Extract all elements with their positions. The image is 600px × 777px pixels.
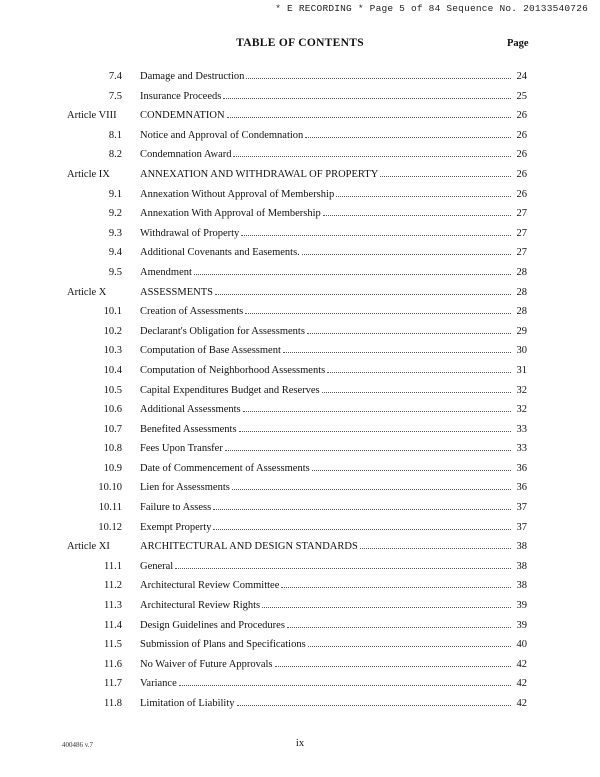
toc-entry (140, 365, 527, 377)
toc-entry-title: Lien for Assessments (140, 482, 230, 494)
toc-article-label: Article IX (67, 168, 110, 180)
toc-entry-page: 37 (516, 502, 527, 514)
dot-leader (179, 684, 511, 686)
dot-leader (307, 332, 511, 334)
toc-entry-title: Notice and Approval of Condemnation (140, 129, 304, 141)
dot-leader (215, 293, 511, 295)
toc-row (0, 130, 600, 150)
toc-entry-page: 36 (516, 482, 527, 494)
toc-entry-page: 27 (516, 247, 527, 259)
toc-row (0, 463, 600, 483)
toc-entry (140, 228, 527, 240)
toc-section-number: 11.2 (104, 580, 122, 592)
toc-entry-title: Damage and Destruction (140, 71, 245, 82)
toc-entry-title: Insurance Proceeds (140, 90, 222, 102)
toc-entry-page: 32 (516, 404, 527, 416)
toc-entry (140, 580, 527, 592)
toc-entry (140, 306, 527, 318)
toc-row (0, 600, 600, 620)
toc-entry-title: Benefited Assessments (140, 423, 237, 435)
toc-entry (140, 345, 527, 357)
dot-leader (213, 528, 511, 530)
toc-entry (140, 326, 527, 338)
table-of-contents (0, 71, 600, 718)
toc-entry-title: ANNEXATION AND WITHDRAWAL OF PROPERTY (140, 168, 379, 180)
toc-entry-page: 26 (516, 110, 527, 122)
toc-entry-page: 27 (516, 208, 527, 220)
dot-leader (283, 351, 511, 353)
toc-section-number: 10.6 (103, 404, 122, 416)
toc-entry-title: Computation of Neighborhood Assessments (140, 364, 326, 376)
toc-section-number: 10.11 (98, 502, 122, 514)
toc-row (0, 287, 600, 307)
dot-leader (223, 97, 511, 99)
toc-row (0, 326, 600, 346)
toc-entry (140, 541, 527, 553)
toc-entry-page: 38 (516, 580, 527, 592)
toc-row (0, 482, 600, 502)
toc-entry (140, 463, 527, 475)
toc-row (0, 110, 600, 130)
toc-entry (140, 110, 527, 122)
toc-entry-page: 30 (516, 345, 527, 357)
toc-entry (140, 443, 527, 455)
dot-leader (237, 704, 512, 706)
toc-entry (140, 600, 527, 612)
toc-row (0, 502, 600, 522)
toc-row (0, 541, 600, 561)
dot-leader (275, 665, 511, 667)
dot-leader (287, 626, 511, 628)
recording-stamp: * E RECORDING * Page 5 of 84 Sequence No. 20133540726 (275, 3, 588, 14)
toc-entry-title: Annexation Without Approval of Membership (140, 188, 335, 200)
toc-entry-title: Computation of Base Assessment (140, 345, 281, 357)
toc-entry-title: General (140, 560, 174, 572)
page-column-heading: Page (507, 38, 529, 49)
toc-entry-page: 26 (516, 149, 527, 161)
toc-row (0, 639, 600, 659)
toc-entry-page: 39 (516, 600, 527, 612)
toc-row (0, 189, 600, 209)
toc-entry-page: 39 (516, 619, 527, 631)
toc-entry (140, 659, 527, 671)
toc-entry-page: 42 (516, 678, 527, 690)
toc-row (0, 228, 600, 248)
dot-leader (239, 430, 511, 432)
toc-entry (140, 404, 527, 416)
toc-section-number: 7.4 (108, 71, 122, 82)
toc-entry-page: 37 (516, 521, 527, 533)
toc-row (0, 659, 600, 679)
toc-entry (140, 561, 527, 573)
toc-section-number: 9.5 (108, 266, 122, 278)
document-title: TABLE OF CONTENTS (236, 37, 364, 49)
toc-entry-title: Amendment (140, 266, 192, 278)
toc-entry-title: No Waiver of Future Approvals (140, 658, 273, 670)
toc-row (0, 443, 600, 463)
toc-entry-page: 36 (516, 462, 527, 474)
toc-entry-title: Architectural Review Rights (140, 600, 261, 612)
toc-entry-page: 27 (516, 227, 527, 239)
dot-leader (233, 155, 511, 157)
toc-entry-title: ARCHITECTURAL AND DESIGN STANDARDS (140, 541, 358, 553)
toc-entry-page: 24 (516, 71, 527, 82)
toc-entry-title: Additional Assessments (140, 404, 241, 416)
toc-entry (140, 639, 527, 651)
toc-article-label: Article XI (67, 541, 110, 553)
dot-leader (302, 253, 511, 255)
toc-entry-title: Failure to Assess (140, 502, 212, 514)
dot-leader (245, 312, 511, 314)
dot-leader (262, 606, 511, 608)
toc-entry (140, 91, 527, 103)
dot-leader (241, 234, 511, 236)
toc-entry-title: Exempt Property (140, 521, 212, 533)
toc-section-number: 11.5 (104, 639, 122, 651)
toc-entry-title: Condemnation Award (140, 149, 232, 161)
toc-row (0, 678, 600, 698)
dot-leader (305, 136, 511, 138)
toc-entry-page: 38 (516, 541, 527, 553)
toc-row (0, 404, 600, 424)
dot-leader (336, 195, 511, 197)
toc-section-number: 8.1 (108, 129, 122, 141)
toc-row (0, 149, 600, 169)
toc-row (0, 580, 600, 600)
toc-row (0, 424, 600, 444)
toc-section-number: 10.2 (103, 325, 122, 337)
dot-leader (225, 449, 511, 451)
toc-row (0, 561, 600, 581)
toc-section-number: 11.6 (104, 658, 122, 670)
toc-row (0, 267, 600, 287)
toc-entry (140, 71, 527, 83)
toc-entry-title: Limitation of Liability (140, 698, 235, 709)
dot-leader (360, 547, 511, 549)
toc-row (0, 306, 600, 326)
toc-entry (140, 169, 527, 181)
toc-row (0, 522, 600, 542)
dot-leader (246, 77, 511, 79)
toc-entry (140, 130, 527, 142)
dot-leader (322, 391, 511, 393)
toc-section-number: 10.7 (103, 423, 122, 435)
toc-entry (140, 287, 527, 299)
toc-entry (140, 208, 527, 220)
dot-leader (194, 273, 511, 275)
dot-leader (213, 508, 511, 510)
toc-entry-page: 29 (516, 325, 527, 337)
toc-row (0, 365, 600, 385)
toc-section-number: 9.1 (108, 188, 122, 200)
toc-row (0, 698, 600, 718)
toc-entry (140, 247, 527, 259)
toc-section-number: 11.3 (104, 600, 122, 612)
toc-entry-page: 26 (516, 188, 527, 200)
toc-entry (140, 698, 527, 710)
dot-leader (327, 371, 511, 373)
dot-leader (308, 645, 511, 647)
toc-section-number: 8.2 (108, 149, 122, 161)
toc-section-number: 7.5 (108, 90, 122, 102)
dot-leader (380, 175, 511, 177)
toc-article-label: Article X (67, 286, 107, 298)
toc-entry-title: Declarant's Obligation for Assessments (140, 325, 305, 337)
toc-section-number: 10.4 (103, 364, 122, 376)
toc-entry (140, 502, 527, 514)
toc-entry (140, 385, 527, 397)
toc-entry-title: Architectural Review Committee (140, 580, 280, 592)
toc-row (0, 620, 600, 640)
toc-entry-page: 26 (516, 168, 527, 180)
toc-section-number: 10.9 (103, 462, 122, 474)
toc-section-number: 10.10 (98, 482, 122, 494)
toc-entry-title: Withdrawal of Property (140, 227, 240, 239)
toc-section-number: 11.7 (104, 678, 122, 690)
toc-entry (140, 678, 527, 690)
dot-leader (243, 410, 511, 412)
toc-entry-page: 33 (516, 423, 527, 435)
toc-entry-page: 28 (516, 286, 527, 298)
toc-entry (140, 267, 527, 279)
toc-row (0, 71, 600, 91)
toc-section-number: 9.2 (108, 208, 122, 220)
toc-entry-title: Additional Covenants and Easements. (140, 247, 300, 259)
toc-row (0, 208, 600, 228)
toc-entry-page: 26 (516, 129, 527, 141)
toc-entry (140, 189, 527, 201)
toc-entry-page: 31 (516, 364, 527, 376)
toc-entry-page: 40 (516, 639, 527, 651)
toc-section-number: 10.5 (103, 384, 122, 396)
toc-entry-page: 42 (516, 658, 527, 670)
toc-entry-title: Design Guidelines and Procedures (140, 619, 285, 631)
toc-entry (140, 424, 527, 436)
toc-section-number: 10.12 (98, 521, 122, 533)
toc-entry-title: Submission of Plans and Specifications (140, 639, 306, 651)
toc-entry (140, 620, 527, 632)
toc-row (0, 247, 600, 267)
toc-row (0, 385, 600, 405)
toc-entry-page: 28 (516, 266, 527, 278)
toc-entry-title: Capital Expenditures Budget and Reserves (140, 384, 320, 396)
toc-entry-title: Variance (140, 678, 177, 690)
toc-entry-page: 25 (516, 90, 527, 102)
toc-section-number: 9.4 (108, 247, 122, 259)
toc-entry-page: 38 (516, 560, 527, 572)
toc-entry-title: Fees Upon Transfer (140, 443, 223, 455)
dot-leader (227, 116, 511, 118)
toc-section-number: 9.3 (108, 227, 122, 239)
dot-leader (312, 469, 511, 471)
toc-row (0, 345, 600, 365)
toc-section-number: 10.3 (103, 345, 122, 357)
toc-row (0, 169, 600, 189)
toc-entry-page: 32 (516, 384, 527, 396)
toc-entry-title: ASSESSMENTS (140, 286, 213, 298)
toc-section-number: 10.8 (103, 443, 122, 455)
toc-entry-page: 33 (516, 443, 527, 455)
toc-section-number: 11.4 (104, 619, 122, 631)
toc-entry-title: Creation of Assessments (140, 306, 244, 318)
toc-article-label: Article VIII (67, 110, 117, 122)
document-id-mark: 400486 v.7 (62, 741, 94, 749)
toc-entry-page: 42 (516, 698, 527, 709)
toc-row (0, 91, 600, 111)
toc-entry-title: CONDEMNATION (140, 110, 225, 122)
page-number: ix (295, 738, 305, 749)
toc-entry (140, 482, 527, 494)
toc-entry (140, 522, 527, 534)
toc-entry-page: 28 (516, 306, 527, 318)
dot-leader (232, 488, 511, 490)
toc-section-number: 11.1 (104, 560, 122, 572)
toc-entry-title: Date of Commencement of Assessments (140, 462, 310, 474)
dot-leader (323, 214, 511, 216)
dot-leader (175, 567, 511, 569)
dot-leader (281, 586, 511, 588)
toc-entry-title: Annexation With Approval of Membership (140, 208, 321, 220)
toc-section-number: 10.1 (103, 306, 122, 318)
toc-entry (140, 149, 527, 161)
toc-section-number: 11.8 (104, 698, 122, 709)
